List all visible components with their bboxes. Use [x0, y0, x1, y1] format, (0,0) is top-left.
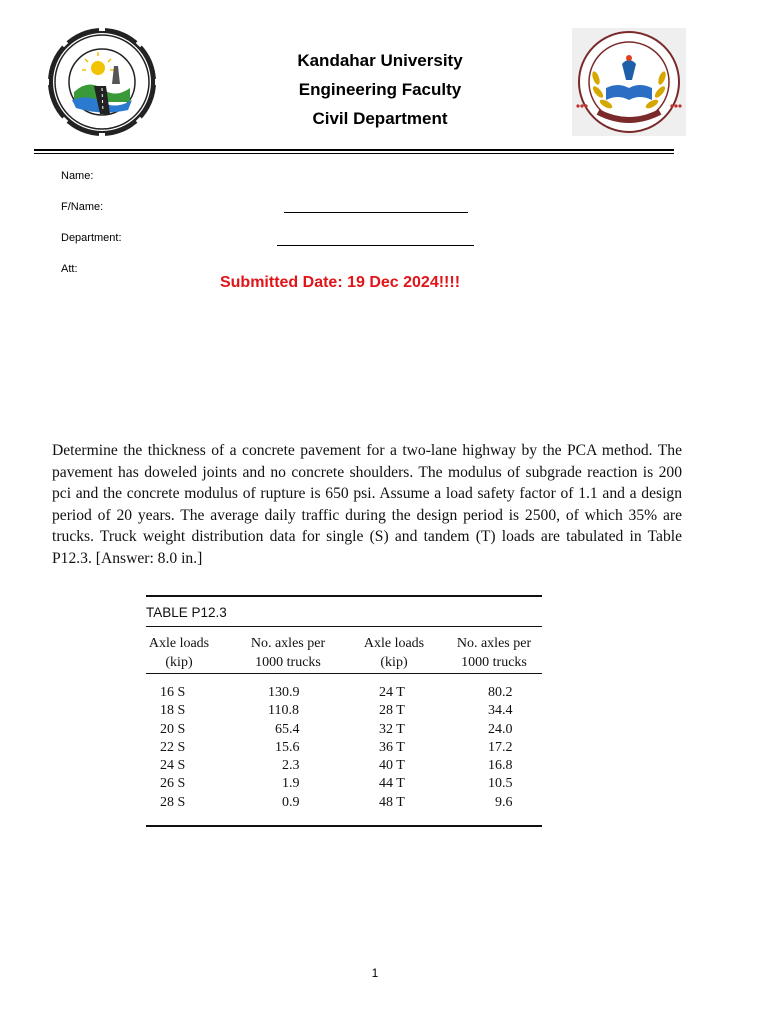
cell: 110.8 [268, 703, 299, 719]
header-line: Axle loads [148, 636, 210, 651]
table-row [146, 721, 542, 739]
cell: 24 S [160, 758, 186, 774]
att-label: Att: [61, 263, 78, 275]
cell: 22 S [160, 739, 186, 755]
engineering-faculty-logo [44, 26, 160, 138]
table-title: TABLE P12.3 [146, 605, 227, 620]
table-row [146, 775, 542, 793]
header-line: 1000 trucks [255, 655, 321, 670]
cell: 28 S [160, 794, 186, 810]
cell: 40 T [379, 758, 405, 774]
problem-statement: Determine the thickness of a concrete pavement for a two-lane highway by the PCA method. The pavement has doweled joints and no concrete shoulders. The modulus of subgrade reaction is 200 pci and the concrete modulus of rupture is 650 psi. Assume a load safety factor of 1.1 and a design period of 20 years. The average daily traffic during the design period is 2500, of which 35% are trucks. Truck weight distribution data for single (S) and tandem (T) loads are tabulated in Table P12.3. [Answer: 8.0 in.] [52, 442, 682, 567]
header-line: (kip) [380, 655, 408, 670]
header-line: No. axles per [456, 636, 532, 651]
university-name: Kandahar University [297, 51, 463, 70]
header-line: Axle loads [363, 636, 425, 651]
cell: 20 S [160, 721, 186, 737]
table-row [146, 739, 542, 757]
cell: 36 T [379, 739, 405, 755]
cell: 1.9 [282, 776, 300, 792]
col-header-axle-loads-single [146, 634, 212, 672]
header-divider-thin [34, 153, 674, 154]
table-bottom-rule [146, 825, 542, 827]
cell: 10.5 [488, 776, 513, 792]
cell: 130.9 [268, 685, 300, 700]
header-divider-thick [34, 149, 674, 151]
table-top-rule [146, 595, 542, 597]
header-titles [190, 46, 570, 133]
cell: 65.4 [275, 721, 300, 737]
table-row [146, 684, 542, 702]
cell: 28 T [379, 703, 405, 719]
table-row [146, 794, 542, 812]
kandahar-university-logo [572, 28, 686, 136]
cell: 9.6 [495, 794, 513, 810]
cell: 24.0 [488, 721, 513, 737]
department-name: Civil Department [312, 109, 448, 128]
page-number: 1 [371, 966, 379, 980]
cell: 32 T [379, 721, 405, 737]
cell: 26 S [160, 776, 186, 792]
department-label: Department: [61, 232, 122, 244]
table-row [146, 757, 542, 775]
col-header-axles-single [238, 634, 338, 672]
header-line: (kip) [165, 655, 193, 670]
cell: 17.2 [488, 739, 513, 755]
cell: 44 T [379, 776, 405, 792]
fname-label: F/Name: [61, 201, 104, 213]
table-header-rule [146, 673, 542, 674]
department-blank-line[interactable] [277, 245, 474, 246]
cell: 16 S [160, 685, 186, 700]
cell: 16.8 [488, 758, 513, 774]
cell: 48 T [379, 794, 405, 810]
col-header-axles-tandem [446, 634, 542, 672]
cell: 2.3 [282, 758, 300, 774]
header-line: No. axles per [250, 636, 326, 651]
cell: 0.9 [282, 794, 300, 810]
col-header-axle-loads-tandem [356, 634, 432, 672]
fname-blank-line[interactable] [284, 212, 468, 213]
cell: 34.4 [488, 703, 513, 719]
name-label: Name: [61, 170, 94, 182]
cell: 18 S [160, 703, 186, 719]
table-body [146, 684, 542, 812]
table-row [146, 702, 542, 720]
faculty-name: Engineering Faculty [298, 80, 462, 99]
cell: 80.2 [488, 685, 513, 700]
submitted-date: Submitted Date: 19 Dec 2024!!!! [219, 274, 461, 291]
table-title-rule [146, 626, 542, 627]
cell: 15.6 [275, 739, 300, 755]
header-line: 1000 trucks [461, 655, 527, 670]
cell: 24 T [379, 685, 405, 700]
